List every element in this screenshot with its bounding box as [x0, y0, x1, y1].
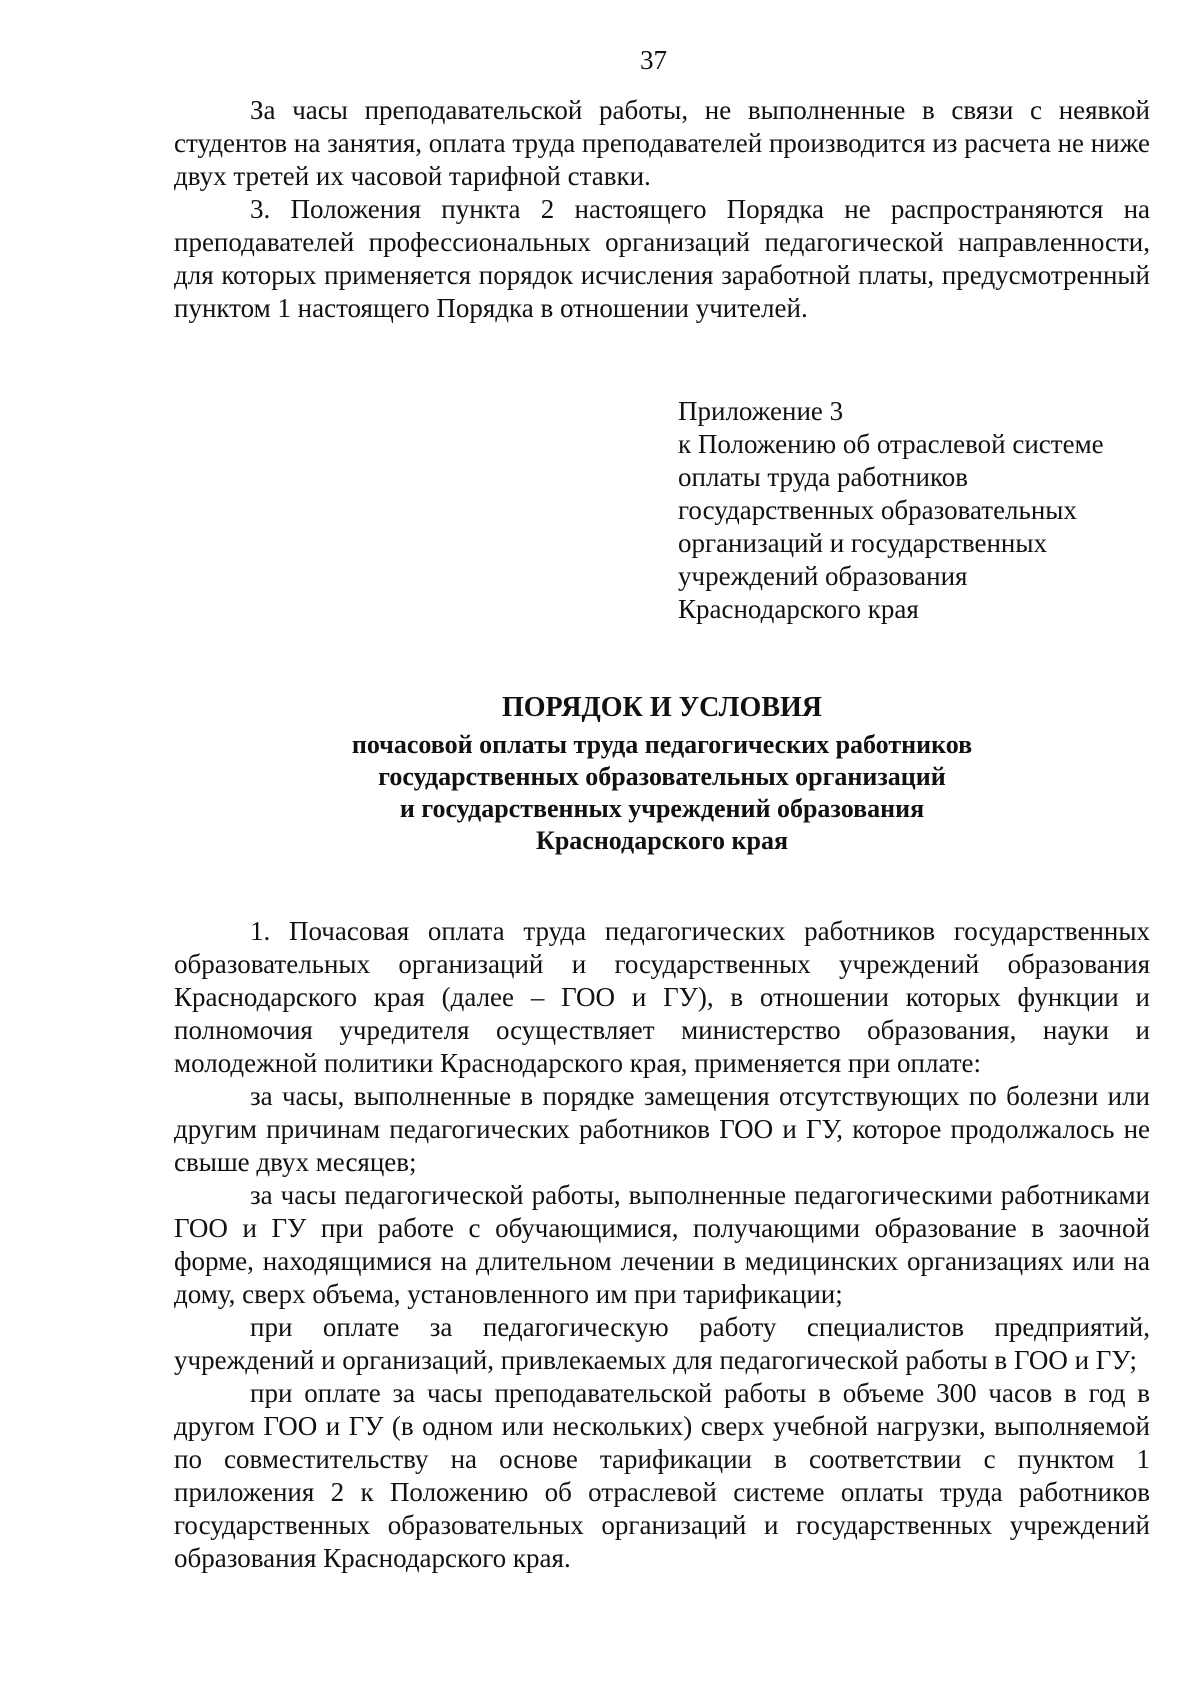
- appendix-line: учреждений образования: [678, 561, 968, 591]
- title-subline: почасовой оплаты труда педагогических работников: [351, 730, 973, 759]
- title-subline: и государственных учреждений образования: [399, 794, 925, 823]
- paragraph-300-hours: при оплате за часы преподавательской работы в объеме 300 часов в год в другом ГОО и ГУ (в одном или нескольких) сверх учебной нагрузки, выполняемой по совместительству на основе тарификации в соответствии с пунктом 1 приложения 2 к Положению об отраслевой системе оплаты труда работников государственных образовательных организаций и государственных учреждений образования Краснодарского края.: [174, 1378, 1150, 1573]
- paragraph-point-3: 3. Положения пункта 2 настоящего Порядка не распространяются на преподавателей профессиональных организаций педагогической направленности, для которых применяется порядок исчисления заработной платы, предусмотренный пунктом 1 настоящего Порядка в отношении учителей.: [174, 194, 1150, 323]
- title-subline: государственных образовательных организаций: [378, 762, 946, 791]
- continuation-text: [174, 94, 1150, 325]
- paragraph-correspondence: за часы педагогической работы, выполненные педагогическими работниками ГОО и ГУ при работе с обучающимися, получающими образование в заочной форме, находящимися на длительном лечении в медицинских организациях или на дому, сверх объема, установленного им при тарификации;: [174, 1180, 1150, 1309]
- appendix-line: организаций и государственных: [678, 528, 1048, 558]
- appendix-line: государственных образовательных: [678, 495, 1077, 525]
- appendix-line: Приложение 3: [678, 396, 844, 426]
- paragraph-substitution: за часы, выполненные в порядке замещения отсутствующих по болезни или другим причинам педагогических работников ГОО и ГУ, которое продолжалось не свыше двух месяцев;: [174, 1081, 1150, 1177]
- paragraph-specialists: при оплате за педагогическую работу специалистов предприятий, учреждений и организаций, привлекаемых для педагогической работы в ГОО и ГУ;: [174, 1312, 1150, 1375]
- document-title: [174, 689, 1150, 857]
- page-number: 37: [640, 45, 667, 75]
- main-text: [174, 915, 1150, 1575]
- appendix-header: [678, 395, 1178, 626]
- title-main: ПОРЯДОК И УСЛОВИЯ: [501, 692, 822, 723]
- paragraph-point-1: 1. Почасовая оплата труда педагогических работников государственных образовательных организаций и государственных учреждений образования Краснодарского края (далее – ГОО и ГУ), в отношении которых функции и полномочия учредителя осуществляет министерство образования, науки и молодежной политики Краснодарского края, применяется при оплате:: [174, 916, 1150, 1078]
- appendix-line: к Положению об отраслевой системе: [678, 429, 1104, 459]
- appendix-line: Краснодарского края: [678, 594, 919, 624]
- appendix-line: оплаты труда работников: [678, 462, 968, 492]
- title-subline: Краснодарского края: [535, 826, 789, 855]
- paragraph-absent-students: За часы преподавательской работы, не выполненные в связи с неявкой студентов на занятия, оплата труда преподавателей производится из расчета не ниже двух третей их часовой тарифной ставки.: [174, 95, 1150, 191]
